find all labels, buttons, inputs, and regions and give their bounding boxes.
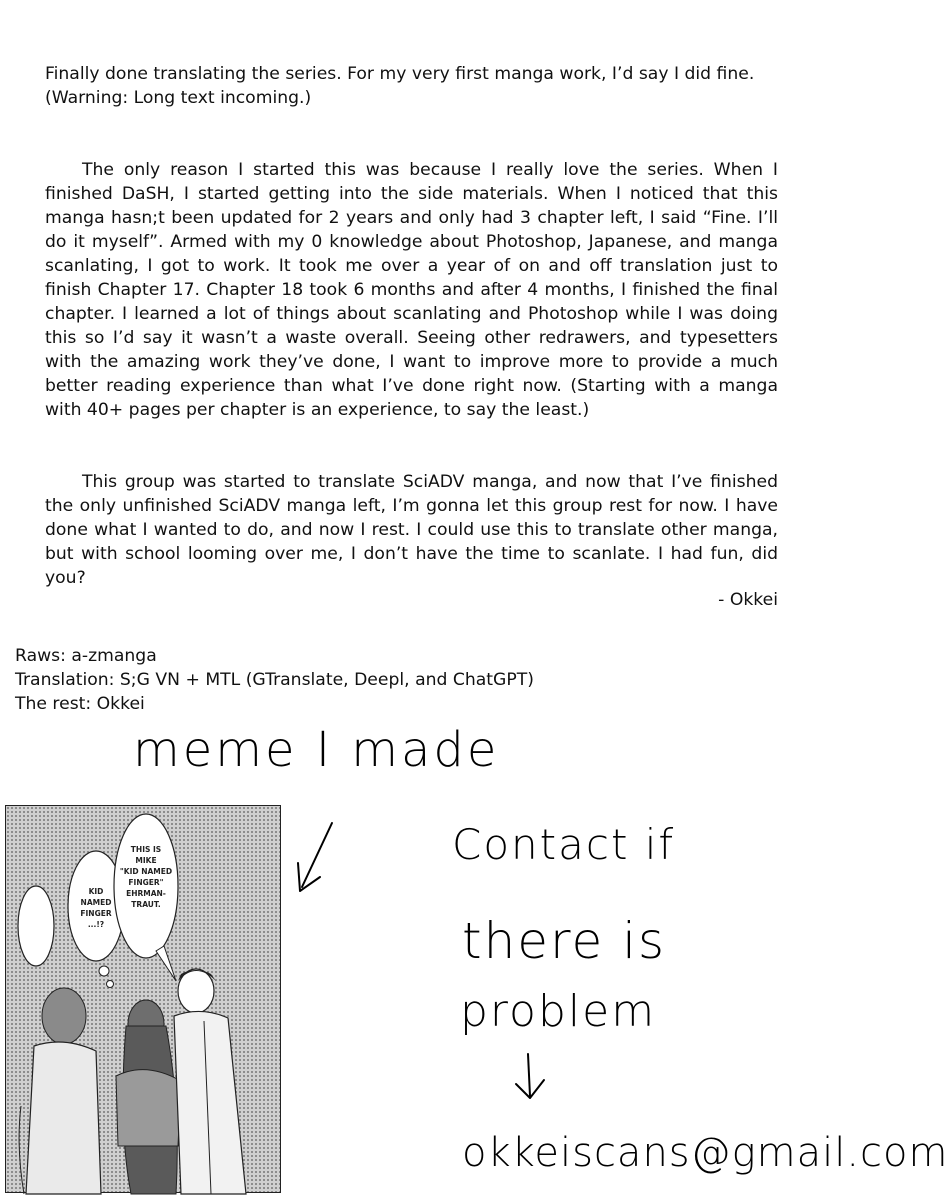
intro-line-2: (Warning: Long text incoming.) [45, 88, 312, 108]
signature: - Okkei [718, 590, 778, 610]
bubble-right-line-4: FINGER" [128, 878, 164, 887]
credit-translation: Translation: S;G VN + MTL (GTranslate, Deepl, and ChatGPT) [15, 670, 534, 690]
arrow-down-icon [508, 1050, 552, 1106]
figure-lab-coat-man [174, 969, 246, 1194]
bubble-right-line-5: EHRMAN- [126, 889, 166, 898]
bubble-right-line-2: MIKE [135, 856, 157, 865]
intro-line-1: Finally done translating the series. For my very first manga work, I’d say I did fine. [45, 64, 755, 84]
bubble-right-line-1: THIS IS [130, 845, 162, 854]
bubble-left-line-3: FINGER [80, 909, 112, 918]
bubble-left-line-4: ...!? [87, 920, 105, 929]
credit-rest: The rest: Okkei [15, 694, 145, 714]
credit-raws: Raws: a-zmanga [15, 646, 157, 666]
arrow-down-left-icon [290, 815, 350, 900]
body-paragraph-1: The only reason I started this was because I really love the series. When I finished DaSH, I started getting into the side materials. When I noticed that this manga hasn;t been updated for 2 years and only had 3 chapter left, I said “Fine. I’ll do it myself”. Armed with my 0 knowledge about Photoshop, Japanese, and manga scanlating, I got to work. It took me over a year of on and off translation just to finish Chapter 17. Chapter 18 took 6 months and after 4 months, I finished the final chapter. I learned a lot of things about scanlating and Photoshop while I was doing this so I’d say it wasn’t a waste overall. Seeing other redrawers, and typesetters with the amazing work they’ve done, I want to improve more to provide a much better reading experience than what I’ve done right now. (Starting with a manga with 40+ pages per chapter is an experience, to say the least.) [45, 160, 778, 420]
bubble-right-line-3: "KID NAMED [119, 867, 173, 876]
meme-label-handwritten: meme I made [133, 722, 500, 778]
contact-line-3: problem [460, 986, 657, 1037]
credits-block [15, 644, 534, 716]
figure-girl [116, 1000, 181, 1194]
contact-line-1: Contact if [452, 820, 676, 869]
bubble-right-line-6: TRAUT. [131, 900, 161, 909]
bubble-left-line-1: KID [88, 887, 104, 896]
meme-illustration [6, 806, 282, 1194]
contact-email: okkeiscans@gmail.com [462, 1130, 948, 1176]
bubble-left-line-2: NAMED [80, 898, 112, 907]
intro-paragraph [45, 62, 778, 110]
meme-image [5, 805, 281, 1193]
figure-old-man [19, 988, 101, 1194]
contact-line-2: there is [462, 912, 667, 970]
body-paragraph-2: This group was started to translate SciADV manga, and now that I’ve finished the only unfinished SciADV manga left, I’m gonna let this group rest for now. I have done what I wanted to do, and now I rest. I could use this to translate other manga, but with school looming over me, I don’t have the time to scanlate. I had fun, did you? [45, 472, 778, 588]
